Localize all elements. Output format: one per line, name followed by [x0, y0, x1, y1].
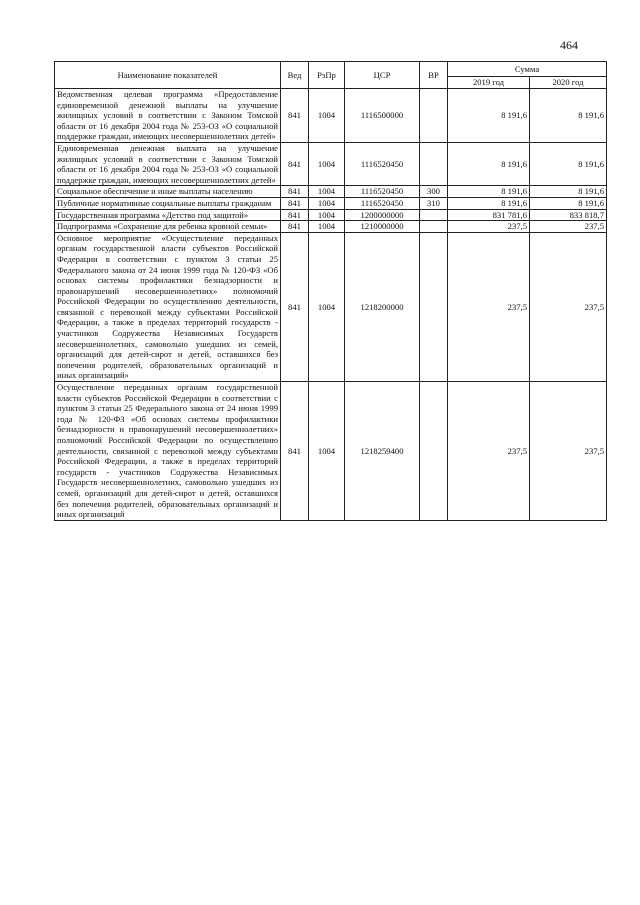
row-csr: 1210000000 — [345, 221, 420, 233]
row-name: Подпрограмма «Сохранение для ребенка кровной семьи» — [55, 221, 281, 233]
row-name: Публичные нормативные социальные выплаты гражданам — [55, 197, 281, 209]
table-row — [55, 209, 607, 221]
row-vr: 310 — [420, 197, 448, 209]
row-rzpr: 1004 — [309, 142, 345, 185]
row-rzpr: 1004 — [309, 209, 345, 221]
row-sum-2019: 831 781,6 — [448, 209, 530, 221]
row-name: Основное мероприятие «Осуществление переданных органам государственной власти субъектов Российской Федерации в соответствии с пунктом 3 статьи 25 Федерального закона от 24 июня 1999 года № 120-ФЗ «Об основах системы профилактики безнадзорности и правонарушений несовершеннолетних» полномочий Российской Федерации по осуществлению деятельности, связанной с перевозкой между субъектами Российской Федерации, а также в пределах территорий государств - участников Содружества Независимых Государств несовершеннолетних, самовольно ушедших из семей, организаций для детей-сирот и детей, оставшихся без попечения родителей, образовательных организаций и иных организаций» — [55, 232, 281, 381]
row-sum-2019: 8 191,6 — [448, 197, 530, 209]
row-vr — [420, 142, 448, 185]
row-csr: 1116520450 — [345, 186, 420, 198]
row-vr — [420, 89, 448, 143]
row-ved: 841 — [281, 186, 309, 198]
row-sum-2020: 237,5 — [530, 382, 607, 521]
row-name: Осуществление переданных органам государственной власти субъектов Российской Федерации в соответствии с пунктом 3 статьи 25 Федерального закона от 24 июня 1999 года № 120-ФЗ «Об основах системы профилактики безнадзорности и правонарушений несовершеннолетних» полномочий Российской Федерации по осуществлению деятельности, связанной с перевозкой между субъектами Российской Федерации, а также в пределах территорий государств - участников Содружества Независимых Государств несовершеннолетних, самовольно ушедших из семей, организаций для детей-сирот и детей, оставшихся без попечения родителей, образовательных организаций и иных организаций — [55, 382, 281, 521]
row-name: Ведомственная целевая программа «Предоставление единовременной денежной выплаты на улучшение жилищных условий в соответствии с Законом Томской области от 16 декабря 2004 года № 253-ОЗ «О социальной поддержке граждан, имеющих несовершеннолетних детей» — [55, 89, 281, 143]
row-ved: 841 — [281, 209, 309, 221]
row-ved: 841 — [281, 142, 309, 185]
row-ved: 841 — [281, 382, 309, 521]
row-vr: 300 — [420, 186, 448, 198]
row-rzpr: 1004 — [309, 221, 345, 233]
row-ved: 841 — [281, 232, 309, 381]
header-sum: Сумма — [448, 62, 607, 77]
row-sum-2019: 8 191,6 — [448, 89, 530, 143]
table-row — [55, 221, 607, 233]
header-rzpr: РзПр — [309, 62, 345, 89]
table-row — [55, 232, 607, 381]
row-rzpr: 1004 — [309, 186, 345, 198]
row-ved: 841 — [281, 197, 309, 209]
row-rzpr: 1004 — [309, 89, 345, 143]
table-row — [55, 186, 607, 198]
row-sum-2019: 8 191,6 — [448, 142, 530, 185]
row-vr — [420, 209, 448, 221]
row-sum-2020: 237,5 — [530, 221, 607, 233]
row-ved: 841 — [281, 221, 309, 233]
row-name: Социальное обеспечение и иные выплаты населению — [55, 186, 281, 198]
row-sum-2019: 237,5 — [448, 232, 530, 381]
row-name: Государственная программа «Детство под защитой» — [55, 209, 281, 221]
header-ved: Вед — [281, 62, 309, 89]
row-csr: 1218200000 — [345, 232, 420, 381]
row-ved: 841 — [281, 89, 309, 143]
row-vr — [420, 221, 448, 233]
row-rzpr: 1004 — [309, 382, 345, 521]
table-row — [55, 142, 607, 185]
header-year-2020: 2020 год — [530, 77, 607, 89]
table-row — [55, 89, 607, 143]
row-vr — [420, 232, 448, 381]
row-vr — [420, 382, 448, 521]
row-csr: 1116500000 — [345, 89, 420, 143]
row-csr: 1200000000 — [345, 209, 420, 221]
row-name: Единовременная денежная выплата на улучшение жилищных условий в соответствии с Законом Томской области от 16 декабря 2004 года № 253-ОЗ «О социальной поддержке граждан, имеющих несовершеннолетних детей» — [55, 142, 281, 185]
header-name: Наименование показателей — [55, 62, 281, 89]
table-row — [55, 197, 607, 209]
row-sum-2020: 237,5 — [530, 232, 607, 381]
row-rzpr: 1004 — [309, 232, 345, 381]
row-sum-2020: 8 191,6 — [530, 142, 607, 185]
row-sum-2019: 237,5 — [448, 221, 530, 233]
budget-table — [54, 61, 607, 521]
row-csr: 1116520450 — [345, 142, 420, 185]
row-sum-2020: 8 191,6 — [530, 186, 607, 198]
row-rzpr: 1004 — [309, 197, 345, 209]
row-csr: 1218259400 — [345, 382, 420, 521]
header-csr: ЦСР — [345, 62, 420, 89]
table-row — [55, 382, 607, 521]
row-sum-2020: 833 818,7 — [530, 209, 607, 221]
page-number: 464 — [560, 38, 578, 52]
row-sum-2020: 8 191,6 — [530, 197, 607, 209]
row-sum-2019: 8 191,6 — [448, 186, 530, 198]
row-sum-2019: 237,5 — [448, 382, 530, 521]
header-year-2019: 2019 год — [448, 77, 530, 89]
header-vr: ВР — [420, 62, 448, 89]
row-csr: 1116520450 — [345, 197, 420, 209]
row-sum-2020: 8 191,6 — [530, 89, 607, 143]
